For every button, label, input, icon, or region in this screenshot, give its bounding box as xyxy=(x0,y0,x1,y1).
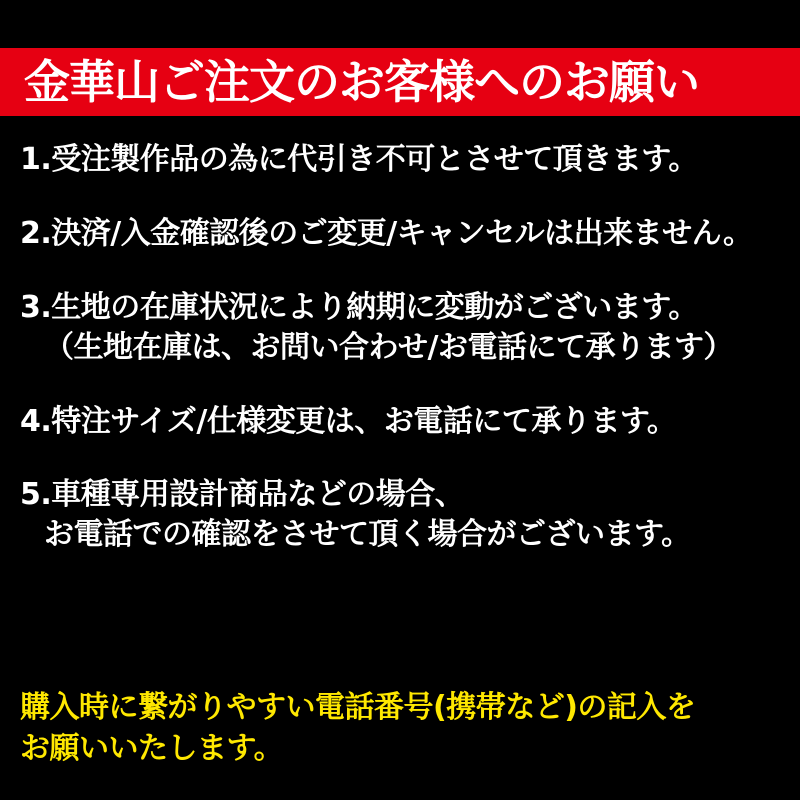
footer-note-line-2: お願いいたします。 xyxy=(20,730,284,766)
list-item-sub: （生地在庫は、お問い合わせ/お電話にて承ります） xyxy=(44,329,733,365)
list-item-main: 4.特注サイズ/仕様変更は、お電話にて承ります。 xyxy=(20,403,677,439)
notice-banner xyxy=(0,48,800,116)
page-title: 金華山ご注文のお客様へのお願い xyxy=(24,55,699,109)
list-item-main: 2.決済/入金確認後のご変更/キャンセルは出来ません。 xyxy=(20,215,753,251)
list-item-main: 3.生地の在庫状況により納期に変動がございます。 xyxy=(20,289,698,325)
list-item xyxy=(20,214,786,254)
list-item xyxy=(20,402,786,442)
list-item-sub: お電話での確認をさせて頂く場合がございます。 xyxy=(44,517,691,553)
footer-note xyxy=(20,688,790,769)
list-item xyxy=(20,140,786,180)
notice-list xyxy=(0,140,800,589)
footer-note-line-1: 購入時に繋がりやすい電話番号(携帯など)の記入を xyxy=(20,690,696,725)
list-item-main: 1.受注製作品の為に代引き不可とさせて頂きます。 xyxy=(20,142,698,177)
list-item xyxy=(20,288,786,368)
list-item-main: 5.車種専用設計商品などの場合、 xyxy=(20,477,465,513)
list-item xyxy=(20,475,786,555)
